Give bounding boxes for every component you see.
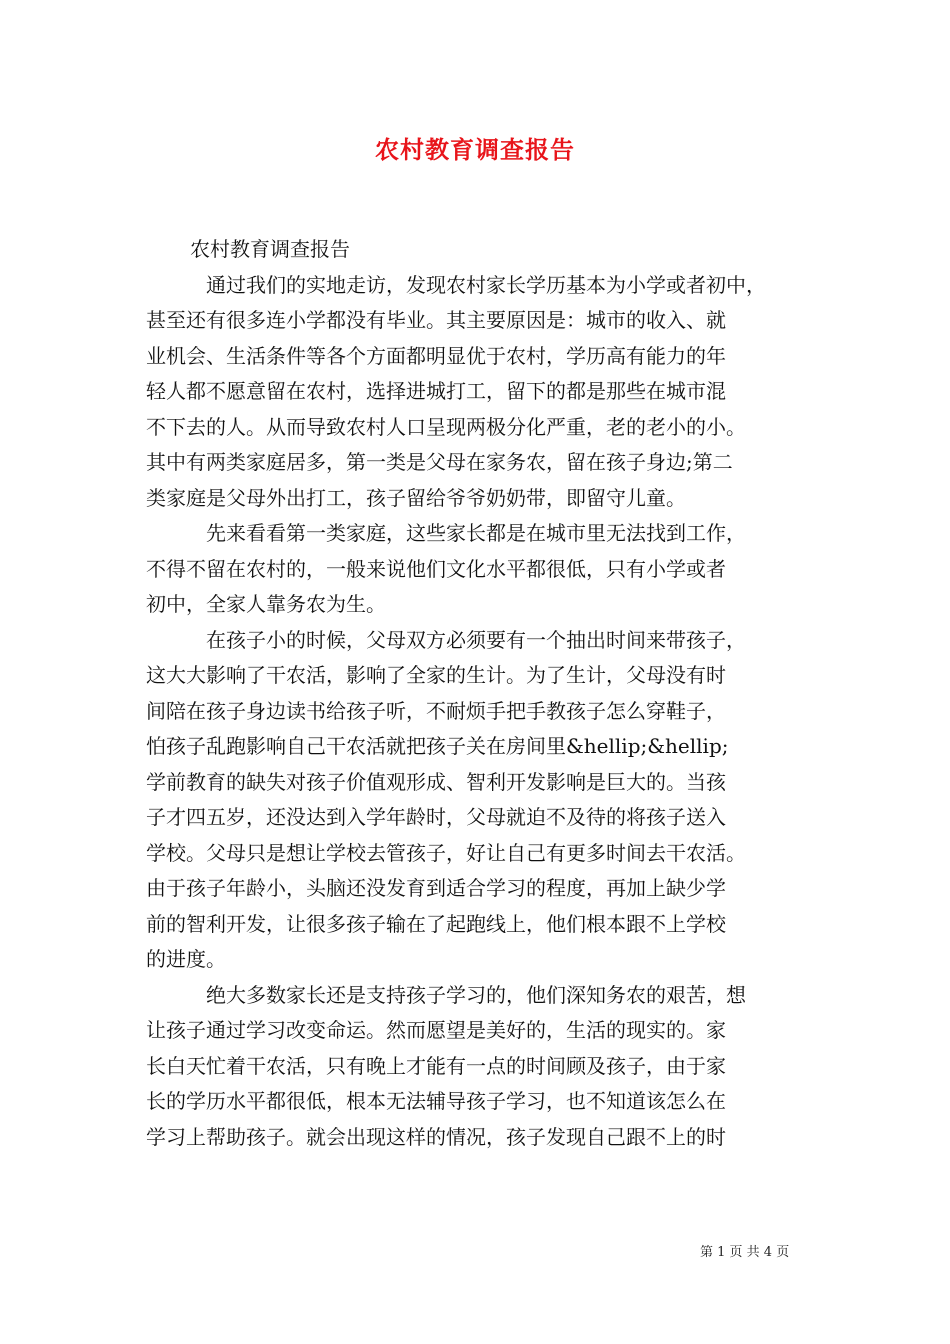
paragraph-lines	[146, 268, 808, 1156]
text-line: 通过我们的实地走访，发现农村家长学历基本为小学或者初中，	[206, 272, 766, 297]
text-line: 由于孩子年龄小，头脑还没发育到适合学习的程度，再加上缺少学	[146, 876, 726, 900]
text-line: 类家庭是父母外出打工，孩子留给爷爷奶奶带，即留守儿童。	[146, 485, 686, 510]
text-line: 长的学历水平都很低，根本无法辅导孩子学习，也不知道该怎么在	[146, 1089, 726, 1113]
text-line: 子才四五岁，还没达到入学年龄时，父母就迫不及待的将孩子送入	[146, 805, 726, 829]
text-line: 长白天忙着干农活，只有晚上才能有一点的时间顾及孩子，由于家	[146, 1053, 726, 1078]
text-line: 怕孩子乱跑影响自己干农活就把孩子关在房间里&hellip;&hellip;	[146, 734, 729, 758]
document-body	[146, 232, 808, 1155]
text-line: 前的智利开发，让很多孩子输在了起跑线上，他们根本跟不上学校	[146, 911, 726, 936]
text-line: 先来看看第一类家庭，这些家长都是在城市里无法找到工作，	[206, 521, 746, 545]
text-line: 其中有两类家庭居多，第一类是父母在家务农，留在孩子身边;第二	[146, 450, 733, 474]
text-line: 轻人都不愿意留在农村，选择进城打工，留下的都是那些在城市混	[146, 379, 726, 403]
text-line: 不得不留在农村的，一般来说他们文化水平都很低，只有小学或者	[146, 556, 726, 581]
document-subtitle: 农村教育调查报告	[190, 237, 350, 261]
text-line: 学前教育的缺失对孩子价值观形成、智利开发影响是巨大的。当孩	[146, 769, 726, 794]
page-footer: 第 1 页 共 4 页	[700, 1245, 790, 1260]
text-line: 甚至还有很多连小学都没有毕业。其主要原因是：城市的收入、就	[146, 308, 726, 332]
text-line: 绝大多数家长还是支持孩子学习的，他们深知务农的艰苦，想	[206, 982, 746, 1007]
text-line: 在孩子小的时候，父母双方必须要有一个抽出时间来带孩子，	[206, 627, 746, 652]
text-line: 不下去的人。从而导致农村人口呈现两极分化严重，老的老小的小。	[146, 414, 746, 439]
text-line: 让孩子通过学习改变命运。然而愿望是美好的，生活的现实的。家	[146, 1018, 726, 1042]
text-line: 学校。父母只是想让学校去管孩子，好让自己有更多时间去干农活。	[146, 840, 746, 865]
text-line: 初中，全家人靠务农为生。	[146, 592, 386, 616]
text-line: 间陪在孩子身边读书给孩子听，不耐烦手把手教孩子怎么穿鞋子，	[146, 698, 726, 723]
text-line: 业机会、生活条件等各个方面都明显优于农村，学历高有能力的年	[146, 343, 726, 368]
text-line: 的进度。	[146, 947, 226, 971]
document-title: 农村教育调查报告	[375, 135, 575, 164]
text-line: 学习上帮助孩子。就会出现这样的情况，孩子发现自己跟不上的时	[146, 1124, 726, 1149]
text-line: 这大大影响了干农活，影响了全家的生计。为了生计，父母没有时	[146, 663, 726, 687]
